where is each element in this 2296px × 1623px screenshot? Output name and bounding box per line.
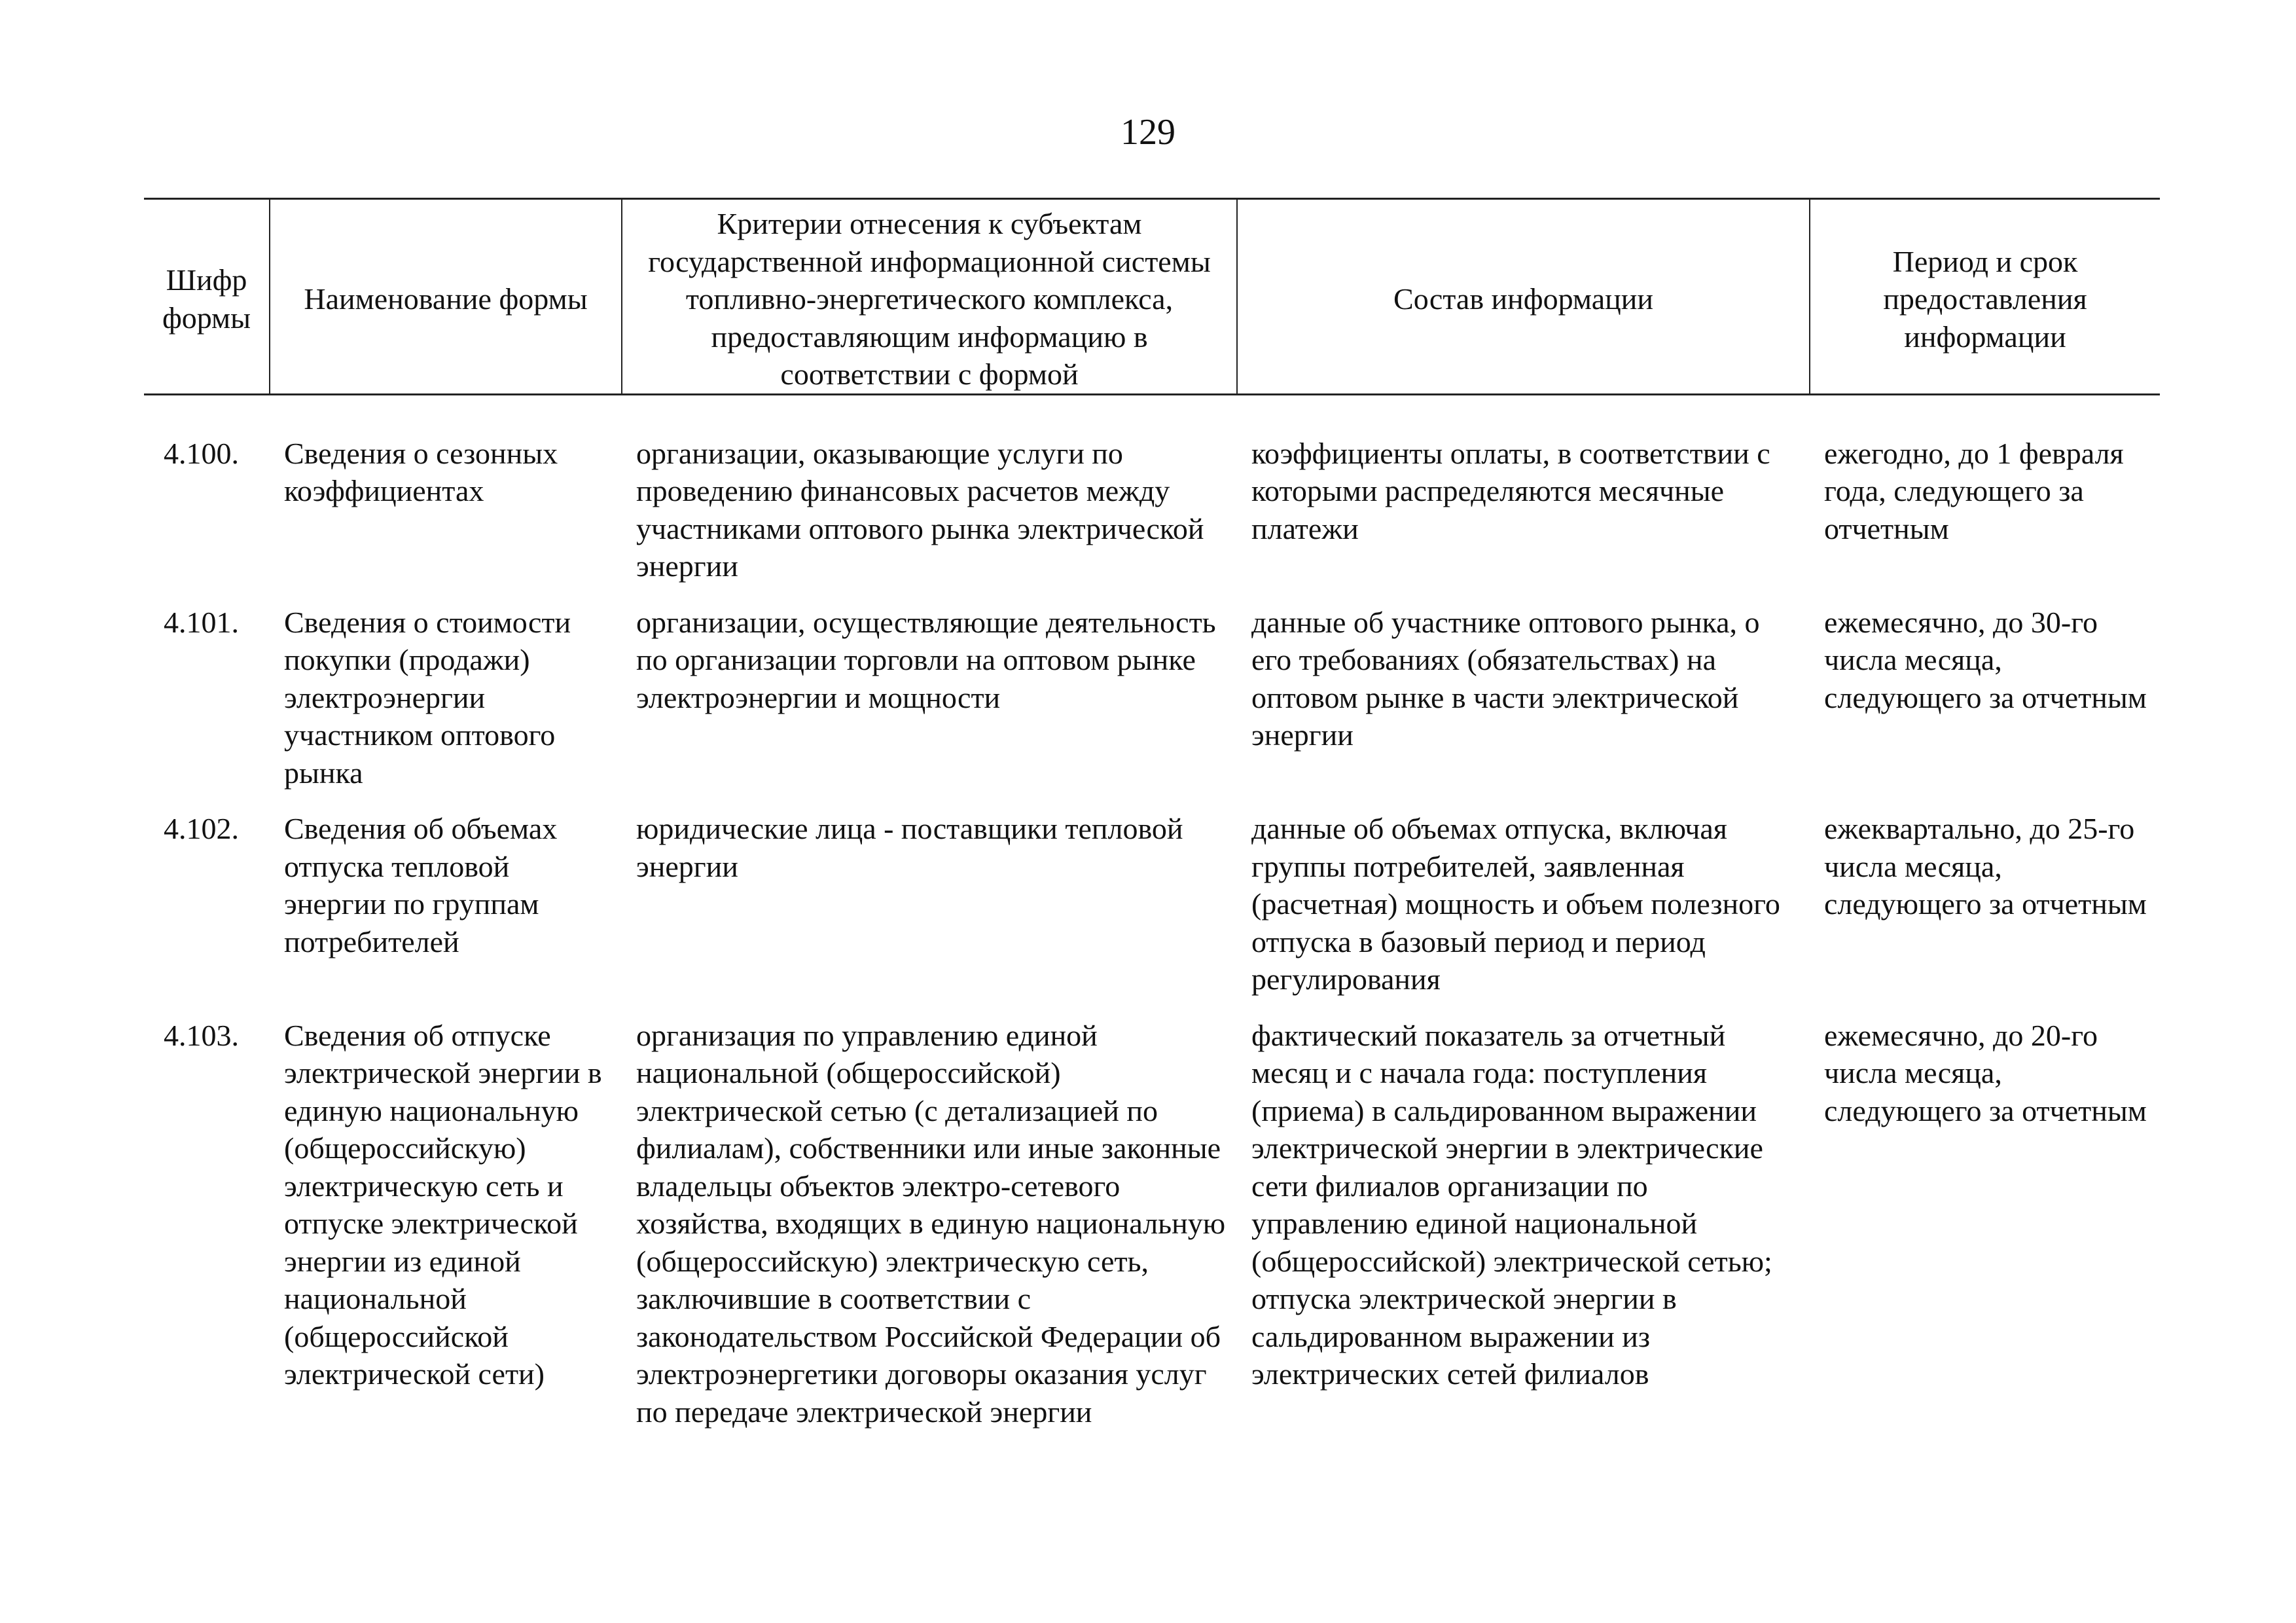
form-content: фактический показатель за отчетный месяц и с начала года: поступления (приема) в сальдированном выражении электрической энергии в электрические сети филиалов организации по управлению единой национальной (общероссийской) электрической сетью; отпуска электрической энергии в сальдированном выражении из электрических сетей филиалов <box>1251 1018 1772 1391</box>
form-period: ежеквартально, до 25-го числа месяца, следующего за отчетным <box>1824 812 2147 921</box>
table-row <box>144 810 2160 1017</box>
form-content: данные об объемах отпуска, включая группы потребителей, заявленная (расчетная) мощность и объем полезного отпуска в базовый период и период регулирования <box>1251 812 1780 996</box>
header-form-name: Наименование формы <box>270 199 622 395</box>
form-name: Сведения о сезонных коэффициентах <box>284 436 558 507</box>
form-period: ежегодно, до 1 февраля года, следующего за отчетным <box>1824 436 2124 545</box>
form-code: 4.101. <box>164 605 239 639</box>
form-code: 4.103. <box>164 1018 239 1052</box>
form-code: 4.102. <box>164 812 239 845</box>
table-body <box>144 394 2160 1449</box>
form-name: Сведения о стоимости покупки (продажи) электроэнергии участником оптового рынка <box>284 605 571 790</box>
table-header <box>144 199 2160 395</box>
form-criteria: организация по управлению единой национальной (общероссийской) электрической сетью (с детализацией по филиалам), собственники или иные законные владельцы объектов электро-сетевого хозяйства, входящих в единую национальную (общероссийскую) электрическую сеть, заключившие в соответствии с законодательством Российской Федерации об электроэнергетики договоры оказания услуг по передаче электрической энергии <box>636 1018 1226 1429</box>
page-number: 129 <box>1121 112 1175 153</box>
form-criteria: организации, оказывающие услуги по проведению финансовых расчетов между участниками оптового рынка электрической энергии <box>636 436 1204 583</box>
form-period: ежемесячно, до 30-го числа месяца, следующего за отчетным <box>1824 605 2147 714</box>
forms-table <box>144 198 2160 1449</box>
header-period: Период и срок предоставления информации <box>1810 199 2160 395</box>
form-name: Сведения об объемах отпуска тепловой энергии по группам потребителей <box>284 812 558 958</box>
form-period: ежемесячно, до 20-го числа месяца, следующего за отчетным <box>1824 1018 2147 1127</box>
form-name: Сведения об отпуске электрической энергии в единую национальную (общероссийскую) электрическую сеть и отпуске электрической энергии из единой национальной (общероссийской электрической сети) <box>284 1018 602 1391</box>
form-content: коэффициенты оплаты, в соответствии с которыми распределяются месячные платежи <box>1251 436 1770 545</box>
header-criteria: Критерии отнесения к субъектам государственной информационной системы топливно-энергетического комплекса, предоставляющим информацию в соответствии с формой <box>622 199 1237 395</box>
header-code: Шифр формы <box>144 199 270 395</box>
form-criteria: организации, осуществляющие деятельность по организации торговли на оптовом рынке электроэнергии и мощности <box>636 605 1216 714</box>
table-row <box>144 604 2160 811</box>
header-content: Состав информации <box>1237 199 1810 395</box>
table-row <box>144 1017 2160 1450</box>
form-code: 4.100. <box>164 436 239 470</box>
form-content: данные об участнике оптового рынка, о его требованиях (обязательствах) на оптовом рынке в части электрической энергии <box>1251 605 1760 752</box>
form-criteria: юридические лица - поставщики тепловой энергии <box>636 812 1183 883</box>
table-row <box>144 435 2160 604</box>
